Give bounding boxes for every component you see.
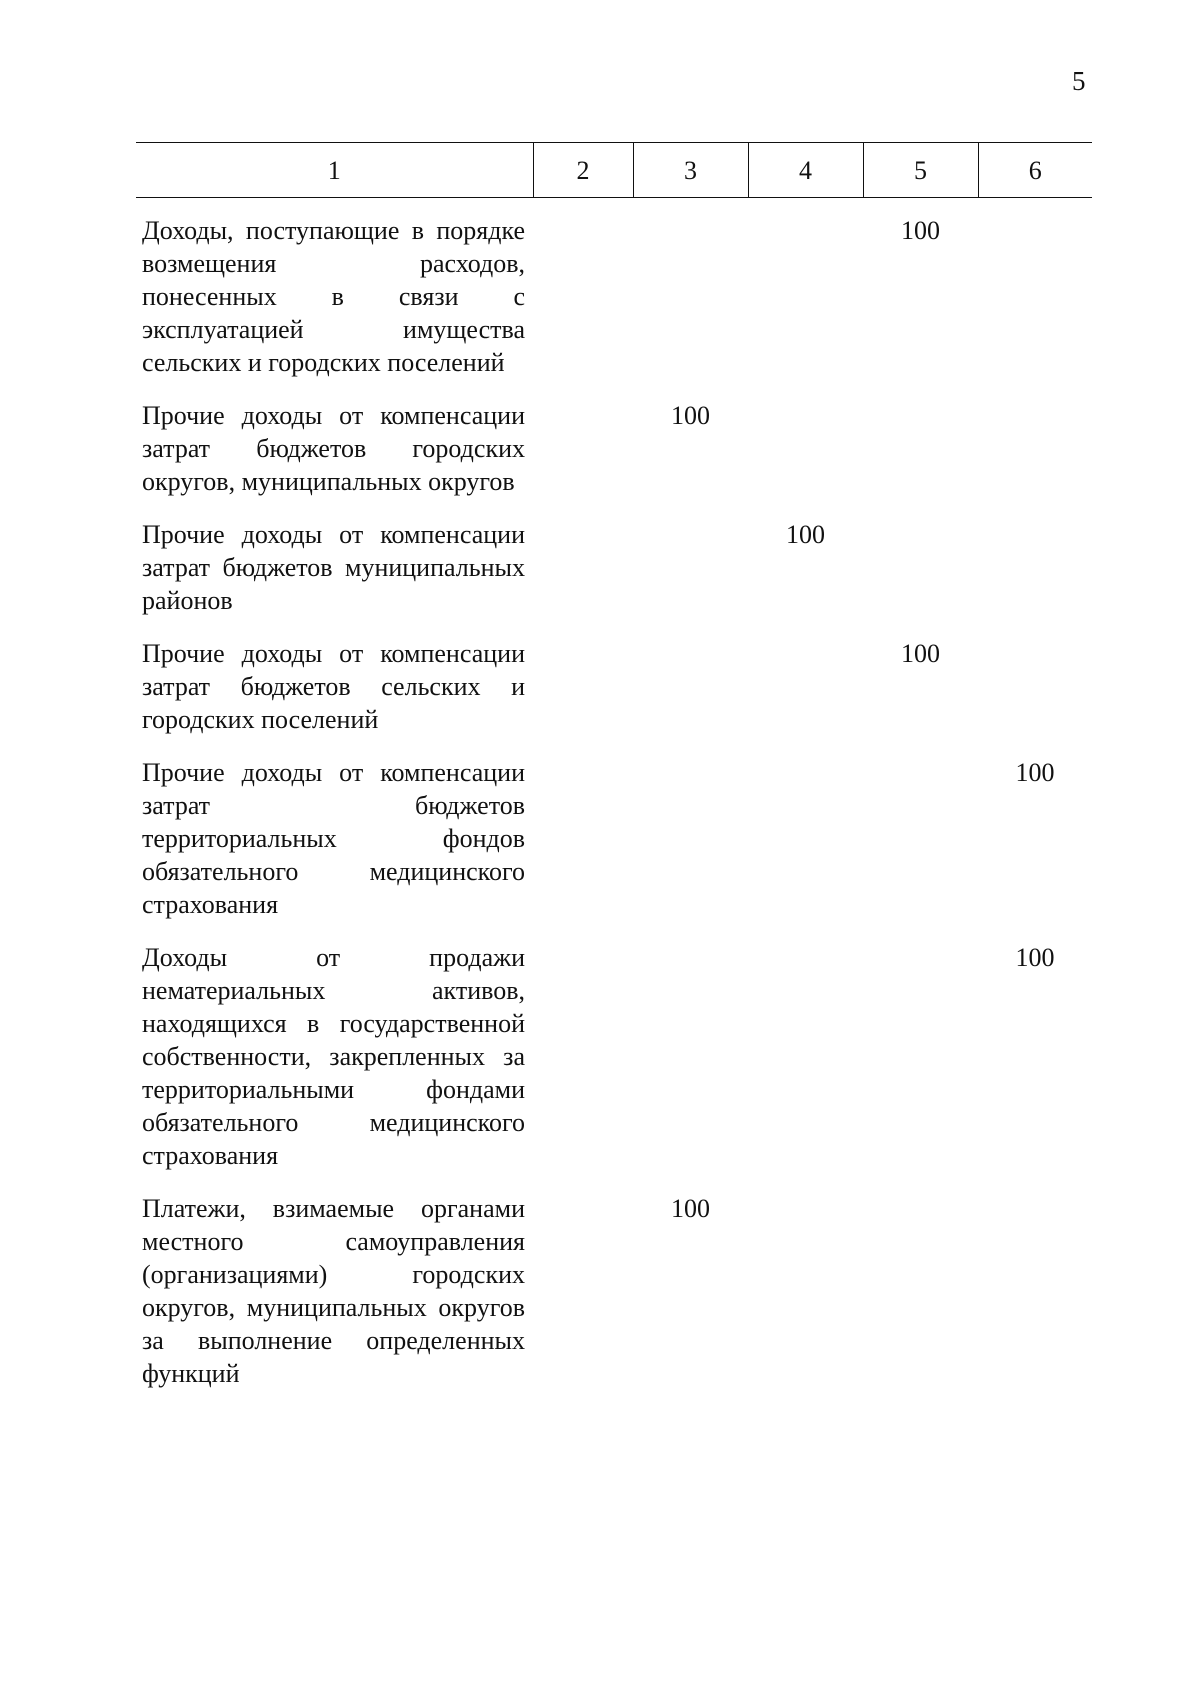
value-cell-col5: 100 [901, 639, 940, 668]
value-cell-col4 [748, 637, 863, 756]
value-cell-col5 [863, 941, 978, 1192]
value-cell-col6: 100 [1015, 943, 1055, 972]
value-cell-col3 [633, 637, 748, 756]
value-cell-col5 [863, 1192, 978, 1410]
revenue-distribution-table [136, 142, 1092, 1410]
table-row [136, 1192, 1092, 1410]
value-cell-col3: 100 [671, 1194, 710, 1223]
table-header-row [136, 143, 1092, 198]
value-cell-col2 [533, 198, 633, 400]
value-cell-col2 [533, 756, 633, 941]
value-cell-col5 [863, 756, 978, 941]
value-cell-col6 [978, 1192, 1092, 1410]
column-header-2: 2 [533, 143, 633, 198]
column-header-3: 3 [633, 143, 748, 198]
value-cell-col4 [748, 399, 863, 518]
value-cell-col2 [533, 1192, 633, 1410]
value-cell-col2 [533, 399, 633, 518]
table-row [136, 198, 1092, 400]
value-cell-col3: 100 [671, 401, 710, 430]
value-cell-col2 [533, 518, 633, 637]
value-cell-col5: 100 [901, 216, 940, 245]
value-cell-col6: 100 [1015, 758, 1055, 787]
revenue-name-cell: Доходы, поступающие в порядке возмещения расходов, понесенных в связи с эксплуатацией имущества сельских и городских поселений [142, 216, 525, 377]
value-cell-col3 [633, 198, 748, 400]
value-cell-col2 [533, 637, 633, 756]
column-header-1: 1 [136, 143, 533, 198]
value-cell-col5 [863, 399, 978, 518]
table-row [136, 518, 1092, 637]
table-row [136, 756, 1092, 941]
table-row [136, 637, 1092, 756]
value-cell-col6 [978, 637, 1092, 756]
value-cell-col4 [748, 756, 863, 941]
revenue-name-cell: Платежи, взимаемые органами местного самоуправления (организациями) городских округов, муниципальных округов за выполнение определенных функций [142, 1194, 525, 1388]
revenue-name-cell: Прочие доходы от компенсации затрат бюджетов муниципальных районов [142, 520, 525, 615]
value-cell-col2 [533, 941, 633, 1192]
column-header-5: 5 [863, 143, 978, 198]
column-header-6: 6 [978, 143, 1092, 198]
value-cell-col3 [633, 756, 748, 941]
revenue-name-cell: Прочие доходы от компенсации затрат бюджетов городских округов, муниципальных округов [142, 401, 525, 496]
value-cell-col5 [863, 518, 978, 637]
revenue-name-cell: Доходы от продажи нематериальных активов, находящихся в государственной собственности, закрепленных за территориальными фондами обязательного медицинского страхования [142, 943, 525, 1170]
value-cell-col4 [748, 941, 863, 1192]
table-row [136, 399, 1092, 518]
value-cell-col4: 100 [786, 520, 825, 549]
value-cell-col4 [748, 1192, 863, 1410]
revenue-name-cell: Прочие доходы от компенсации затрат бюджетов сельских и городских поселений [142, 639, 525, 734]
page-number: 5 [1072, 66, 1086, 96]
revenue-name-cell: Прочие доходы от компенсации затрат бюджетов территориальных фондов обязательного медицинского страхования [142, 758, 525, 919]
table-row [136, 941, 1092, 1192]
value-cell-col3 [633, 941, 748, 1192]
value-cell-col6 [978, 399, 1092, 518]
value-cell-col3 [633, 518, 748, 637]
value-cell-col4 [748, 198, 863, 400]
value-cell-col6 [978, 518, 1092, 637]
value-cell-col6 [978, 198, 1092, 400]
column-header-4: 4 [748, 143, 863, 198]
